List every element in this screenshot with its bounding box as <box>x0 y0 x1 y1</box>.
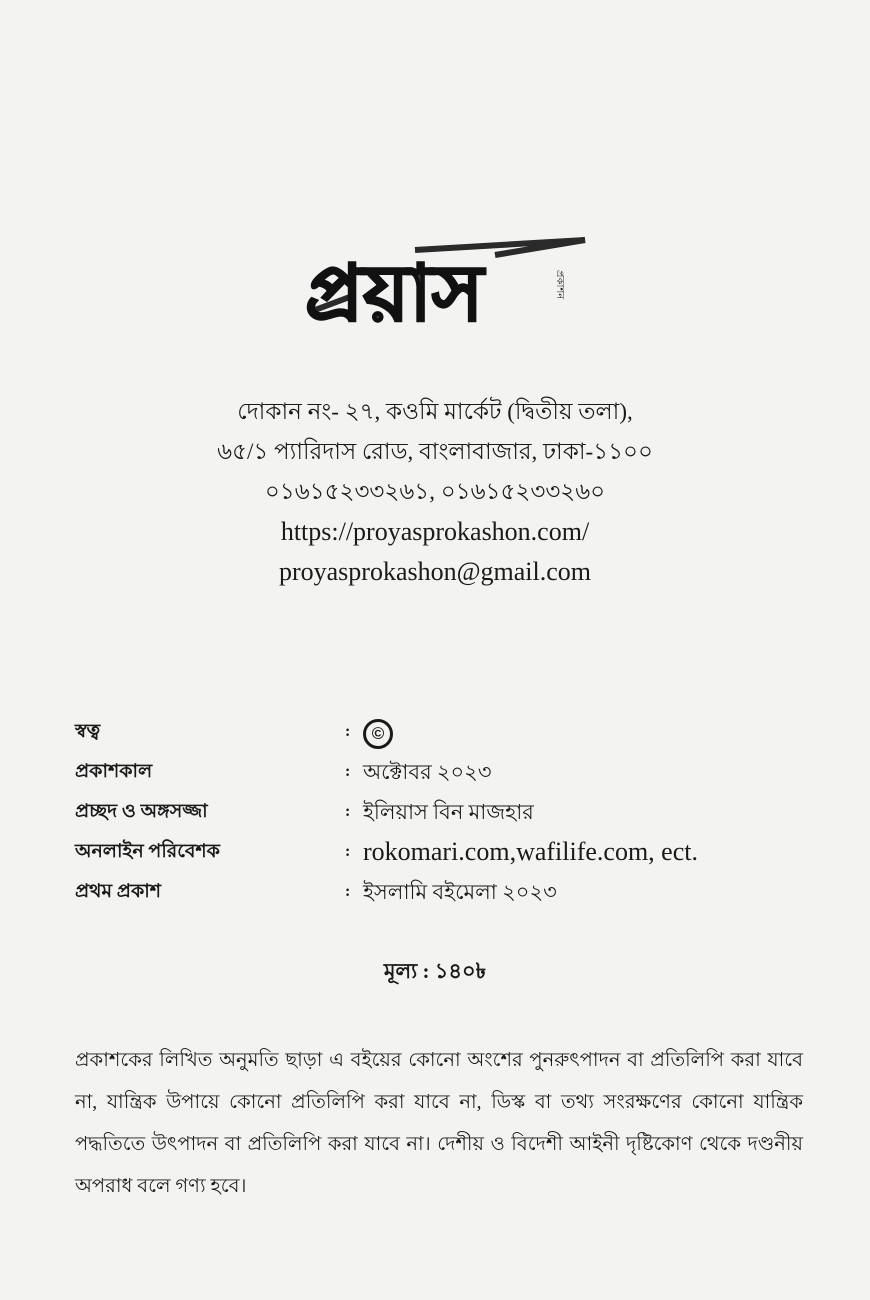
detail-label: প্রচ্ছদ ও অঙ্গসজ্জা <box>75 801 208 822</box>
detail-value: ইসলামি বইমেলা ২০২৩ <box>363 880 557 904</box>
price: মূল্য : ১৪০৳ <box>383 959 487 983</box>
email-address: proyasprokashon@gmail.com <box>278 557 592 586</box>
logo-subtitle: প্রকাশন <box>554 270 565 300</box>
detail-separator: : <box>345 883 351 900</box>
detail-row-copyright <box>75 712 835 752</box>
detail-value: অক্টোবর ২০২৩ <box>363 760 492 784</box>
detail-label: স্বত্ব <box>75 721 101 742</box>
publication-details <box>75 712 835 912</box>
detail-row-online-distributor <box>75 832 835 872</box>
phone-numbers: ০১৬১৫২৩৩২৬১, ০১৬১৫২৩৩২৬০ <box>264 479 606 504</box>
detail-separator: : <box>345 723 351 740</box>
copyright-symbol: © <box>363 719 393 749</box>
detail-value: ইলিয়াস বিন মাজহার <box>363 800 534 824</box>
address-line-1: দোকান নং- ২৭, কওমি মার্কেট (দ্বিতীয় তলা), <box>237 399 633 424</box>
publisher-logo <box>295 225 595 345</box>
detail-label: প্রকাশকাল <box>75 761 153 782</box>
detail-row-cover-design <box>75 792 835 832</box>
detail-separator: : <box>345 763 351 780</box>
detail-separator: : <box>345 843 351 860</box>
detail-label: প্রথম প্রকাশ <box>75 881 162 902</box>
detail-row-first-edition <box>75 872 835 912</box>
detail-separator: : <box>345 803 351 820</box>
address-line-2: ৬৫/১ প্যারিদাস রোড, বাংলাবাজার, ঢাকা-১১০০ <box>217 439 653 464</box>
copyright-notice: প্রকাশকের লিখিত অনুমতি ছাড়া এ বইয়ের কোনো অংশের পুনরুৎপাদন বা প্রতিলিপি করা যাবে না, যান্ত্রিক উপায়ে কোনো প্রতিলিপি করা যাবে না, ডিস্ক বা তথ্য সংরক্ষণের কোনো যান্ত্রিক পদ্ধতিতে উৎপাদন বা প্রতিলিপি করা যাবে না। দেশীয় ও বিদেশী আইনী দৃষ্টিকোণ থেকে দণ্ডনীয় অপরাধ বলে গণ্য হবে। <box>75 1050 803 1197</box>
publisher-address <box>0 392 870 592</box>
detail-row-publication-date <box>75 752 835 792</box>
detail-value: rokomari.com,wafilife.com, ect. <box>363 837 698 866</box>
website-link: https://proyasprokashon.com/ <box>280 517 590 546</box>
logo-wordmark: প্রয়াস <box>305 249 484 339</box>
copyright-icon <box>363 712 393 752</box>
detail-label: অনলাইন পরিবেশক <box>75 841 220 862</box>
